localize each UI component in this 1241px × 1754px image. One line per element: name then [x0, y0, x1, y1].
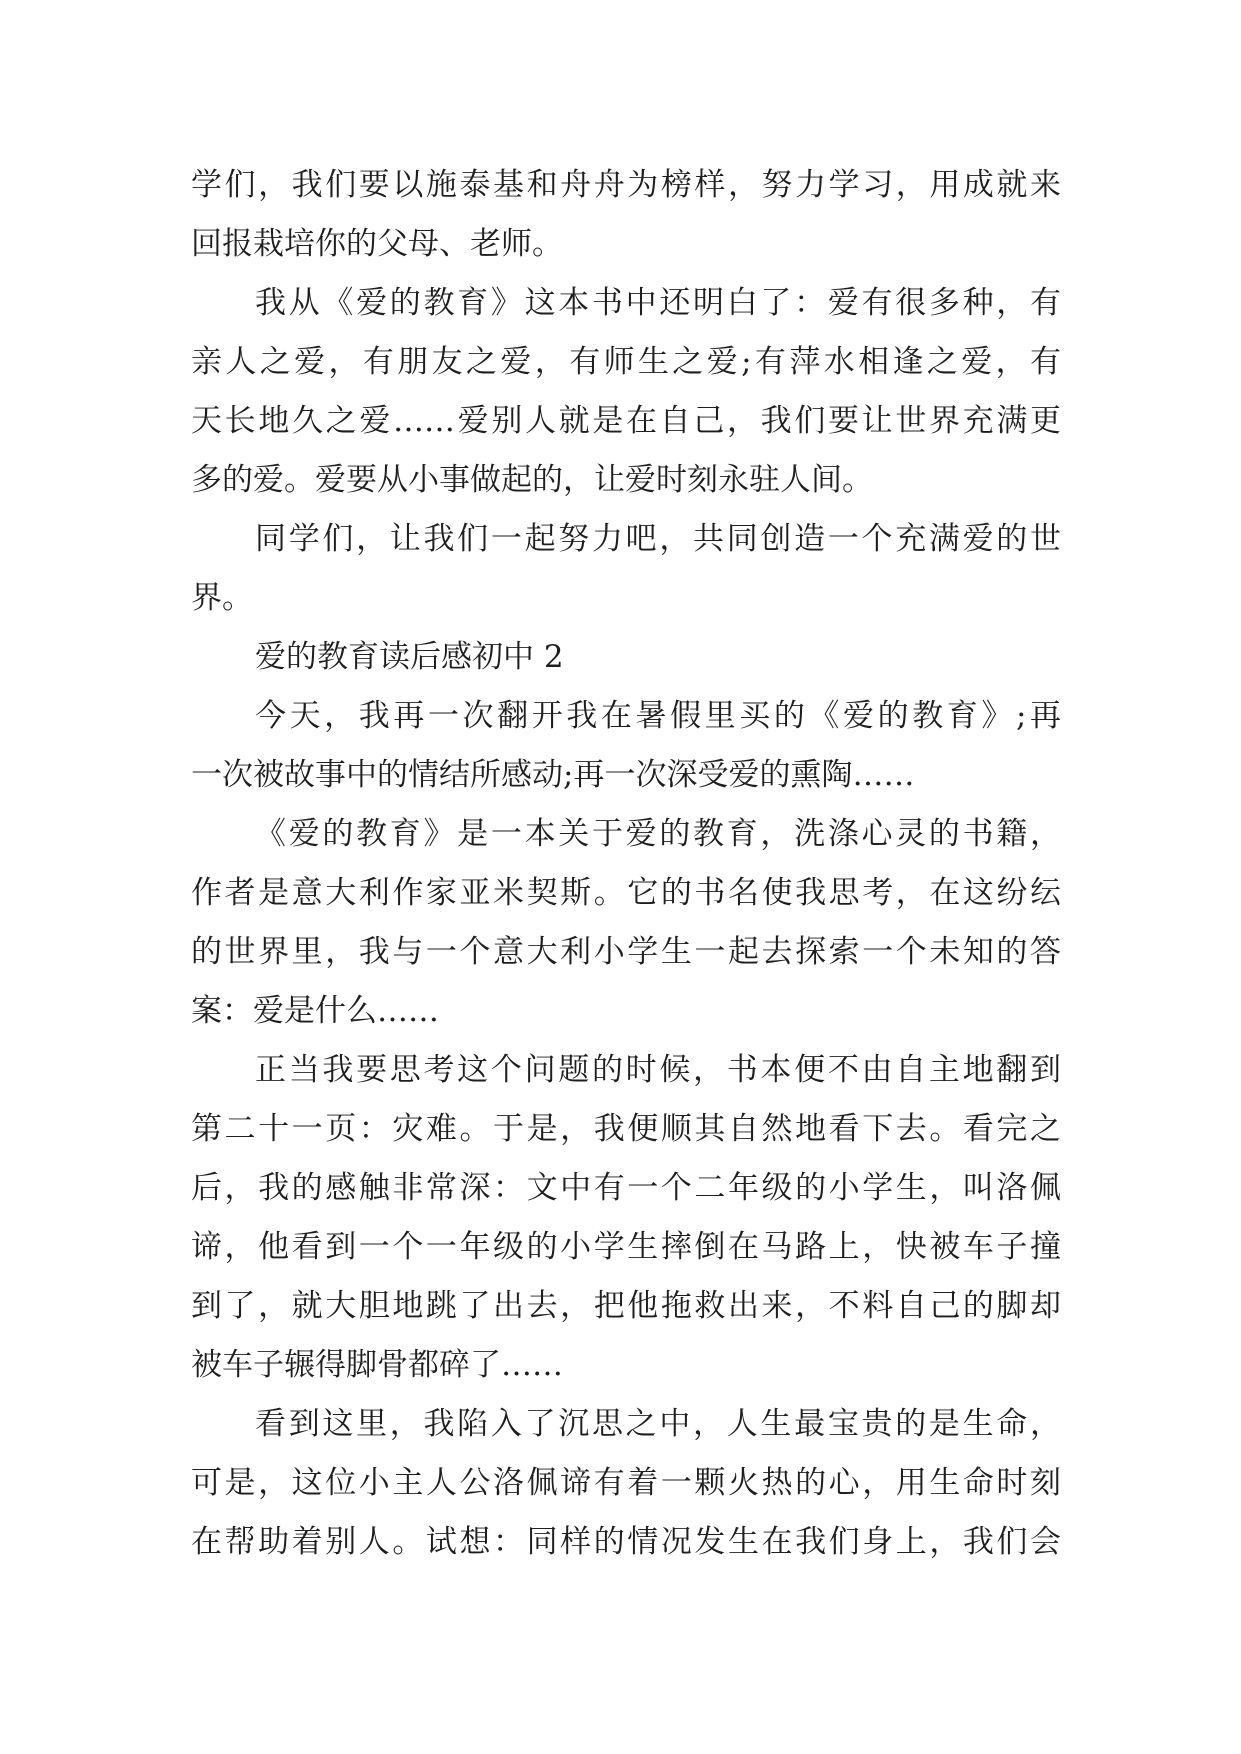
text-line: 被车子辗得脚骨都碎了……: [191, 1347, 563, 1383]
text-line: 案：爱是什么……: [191, 993, 439, 1029]
text-line: 学们，我们要以施泰基和舟舟为榜样，努力学习，用成就来: [191, 167, 1061, 203]
document-body: [191, 156, 1061, 1572]
text-line: 看到这里，我陷入了沉思之中，人生最宝贵的是生命，: [255, 1406, 1061, 1442]
text-line: 我从《爱的教育》这本书中还明白了：爱有很多种，有: [255, 285, 1061, 321]
text-line: 在帮助着别人。试想：同样的情况发生在我们身上，我们会: [191, 1524, 1061, 1560]
text-line: 第二十一页：灾难。于是，我便顺其自然地看下去。看完之: [191, 1111, 1061, 1147]
text-line: 多的爱。爱要从小事做起的，让爱时刻永驻人间。: [191, 462, 873, 498]
text-line: 天长地久之爱……爱别人就是在自己，我们要让世界充满更: [191, 403, 1061, 439]
text-line: 谛，他看到一个一年级的小学生摔倒在马路上，快被车子撞: [191, 1229, 1061, 1265]
text-line: 爱的教育读后感初中 2: [255, 639, 564, 675]
text-line: 亲人之爱，有朋友之爱，有师生之爱;有萍水相逢之爱，有: [191, 344, 1061, 380]
text-line: 回报栽培你的父母、老师。: [191, 226, 563, 262]
text-line: 《爱的教育》是一本关于爱的教育，洗涤心灵的书籍，: [255, 816, 1061, 852]
text-line: 今天，我再一次翻开我在暑假里买的《爱的教育》;再: [255, 698, 1061, 734]
text-line: 同学们，让我们一起努力吧，共同创造一个充满爱的世: [255, 521, 1061, 557]
text-line: 一次被故事中的情结所感动;再一次深受爱的熏陶……: [191, 757, 915, 793]
text-line: 正当我要思考这个问题的时候，书本便不由自主地翻到: [255, 1052, 1061, 1088]
text-line: 到了，就大胆地跳了出去，把他拖救出来，不料自己的脚却: [191, 1288, 1061, 1324]
text-line: 可是，这位小主人公洛佩谛有着一颗火热的心，用生命时刻: [191, 1465, 1061, 1501]
text-line: 界。: [191, 580, 253, 616]
text-line: 作者是意大利作家亚米契斯。它的书名使我思考，在这纷纭: [191, 875, 1061, 911]
text-line: 的世界里，我与一个意大利小学生一起去探索一个未知的答: [191, 934, 1061, 970]
text-line: 后，我的感触非常深：文中有一个二年级的小学生，叫洛佩: [191, 1170, 1061, 1206]
